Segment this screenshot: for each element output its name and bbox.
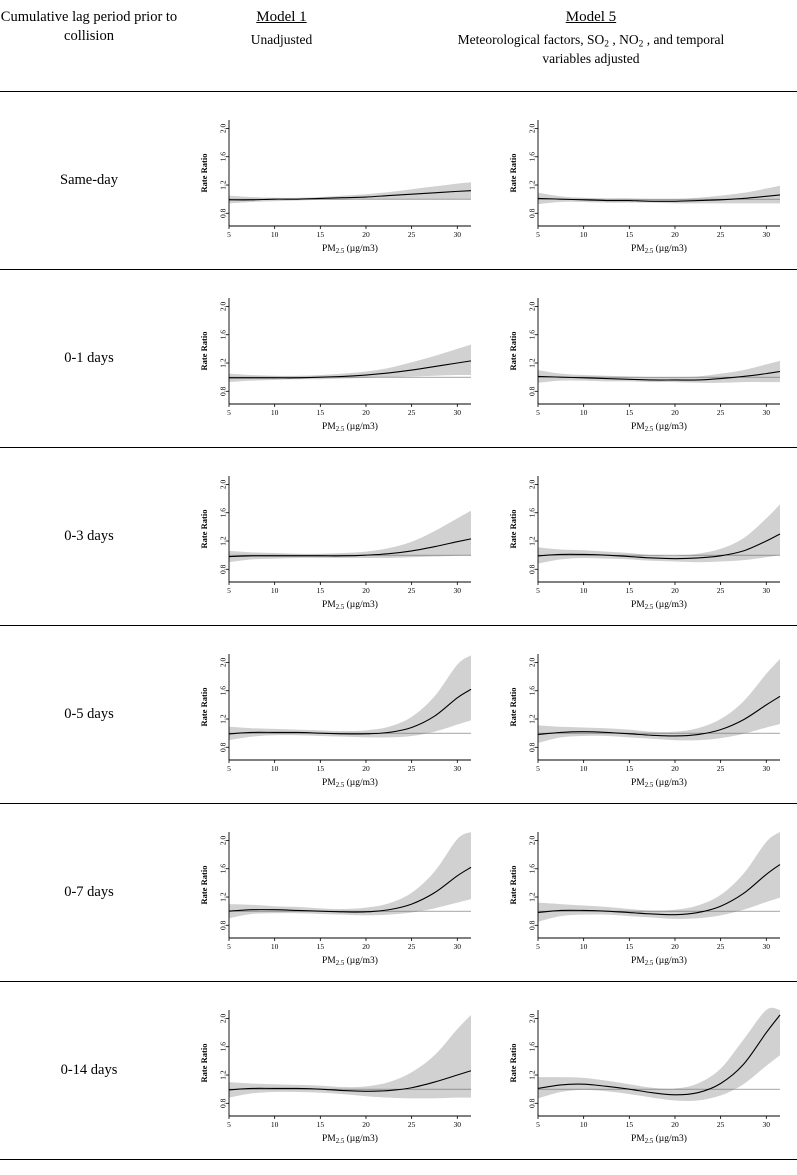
plot-cell-model-5 bbox=[488, 106, 797, 256]
row-label-lag-period: 0-3 days bbox=[64, 528, 114, 544]
rate-ratio-plot bbox=[183, 106, 483, 256]
svg-text:Rate Ratio: Rate Ratio bbox=[198, 153, 209, 192]
svg-text:1.2: 1.2 bbox=[218, 179, 228, 190]
svg-text:1.2: 1.2 bbox=[218, 1069, 228, 1080]
svg-text:1.2: 1.2 bbox=[218, 535, 228, 546]
svg-text:1.6: 1.6 bbox=[527, 151, 537, 161]
column-header-model-5 bbox=[385, 4, 797, 85]
svg-text:0.8: 0.8 bbox=[527, 208, 537, 218]
row-label-lag-period: 0-5 days bbox=[64, 706, 114, 722]
svg-text:15: 15 bbox=[316, 407, 324, 417]
svg-text:10: 10 bbox=[270, 1119, 279, 1129]
svg-text:5: 5 bbox=[536, 941, 541, 951]
model-5-title: Model 5 bbox=[565, 9, 617, 25]
row-label-header: Cumulative lag period prior to collision bbox=[0, 9, 178, 44]
svg-text:2.0: 2.0 bbox=[527, 123, 537, 133]
figure-rows bbox=[0, 92, 797, 1160]
svg-text:0.8: 0.8 bbox=[527, 742, 537, 752]
svg-text:2.0: 2.0 bbox=[218, 479, 228, 489]
svg-text:20: 20 bbox=[671, 229, 679, 239]
svg-text:15: 15 bbox=[625, 941, 634, 951]
svg-text:5: 5 bbox=[226, 941, 231, 951]
svg-text:1.6: 1.6 bbox=[527, 685, 537, 695]
svg-text:10: 10 bbox=[270, 585, 279, 595]
svg-text:1.6: 1.6 bbox=[218, 863, 228, 873]
svg-text:0.8: 0.8 bbox=[218, 920, 228, 930]
svg-text:15: 15 bbox=[625, 763, 634, 773]
svg-text:25: 25 bbox=[407, 763, 416, 773]
svg-text:5: 5 bbox=[536, 1119, 541, 1129]
rate-ratio-plot bbox=[183, 462, 483, 612]
svg-text:PM2.5 (µg/m3): $PM_{2.5}$ (µg/m3) bbox=[631, 421, 688, 433]
svg-text:1.2: 1.2 bbox=[527, 357, 537, 368]
plot-cell-model-1 bbox=[178, 462, 488, 612]
row-label-lag-period: Same-day bbox=[60, 172, 118, 188]
svg-text:1.6: 1.6 bbox=[527, 863, 537, 873]
svg-text:1.2: 1.2 bbox=[527, 1069, 537, 1080]
svg-text:Rate Ratio: Rate Ratio bbox=[508, 687, 519, 726]
figure-row bbox=[0, 626, 797, 804]
svg-text:10: 10 bbox=[270, 763, 279, 773]
svg-text:20: 20 bbox=[361, 763, 370, 773]
svg-text:5: 5 bbox=[226, 585, 231, 595]
plot-cell-model-1 bbox=[178, 284, 488, 434]
svg-text:10: 10 bbox=[580, 941, 588, 951]
svg-text:PM2.5 (µg/m3): $PM_{2.5}$ (µg/m3) bbox=[631, 1133, 688, 1145]
svg-text:5: 5 bbox=[226, 1119, 231, 1129]
svg-text:1.6: 1.6 bbox=[527, 507, 537, 517]
rate-ratio-plot bbox=[492, 996, 792, 1146]
plot-cell-model-1 bbox=[178, 996, 488, 1146]
svg-text:0.8: 0.8 bbox=[218, 1098, 228, 1108]
svg-text:15: 15 bbox=[316, 585, 324, 595]
svg-text:20: 20 bbox=[361, 941, 370, 951]
svg-text:25: 25 bbox=[407, 1119, 416, 1129]
svg-text:25: 25 bbox=[717, 763, 725, 773]
svg-text:2.0: 2.0 bbox=[218, 835, 228, 845]
plot-cell-model-5 bbox=[488, 284, 797, 434]
svg-text:1.6: 1.6 bbox=[218, 685, 228, 695]
svg-text:1.6: 1.6 bbox=[218, 507, 228, 517]
svg-text:Rate Ratio: Rate Ratio bbox=[198, 509, 209, 548]
svg-text:0.8: 0.8 bbox=[527, 564, 537, 574]
svg-text:1.2: 1.2 bbox=[527, 713, 537, 724]
svg-text:1.2: 1.2 bbox=[527, 891, 537, 902]
plot-cell-model-5 bbox=[488, 818, 797, 968]
svg-text:1.2: 1.2 bbox=[218, 357, 228, 368]
svg-text:15: 15 bbox=[316, 1119, 324, 1129]
svg-text:PM2.5 (µg/m3): $PM_{2.5}$ (µg/m3) bbox=[321, 599, 378, 611]
row-label-lag-period: 0-14 days bbox=[60, 1062, 118, 1078]
svg-text:PM2.5 (µg/m3): $PM_{2.5}$ (µg/m3) bbox=[321, 421, 378, 433]
svg-text:25: 25 bbox=[407, 407, 416, 417]
svg-text:20: 20 bbox=[361, 407, 370, 417]
rate-ratio-plot bbox=[492, 462, 792, 612]
svg-text:10: 10 bbox=[580, 1119, 588, 1129]
rate-ratio-plot bbox=[492, 284, 792, 434]
svg-text:15: 15 bbox=[316, 229, 324, 239]
svg-text:0.8: 0.8 bbox=[527, 1098, 537, 1108]
plot-cell-model-5 bbox=[488, 996, 797, 1146]
svg-text:20: 20 bbox=[671, 1119, 679, 1129]
svg-text:10: 10 bbox=[270, 407, 279, 417]
svg-text:Rate Ratio: Rate Ratio bbox=[508, 865, 519, 904]
svg-text:25: 25 bbox=[717, 585, 725, 595]
svg-text:30: 30 bbox=[762, 229, 771, 239]
svg-text:30: 30 bbox=[762, 1119, 771, 1129]
svg-text:15: 15 bbox=[316, 763, 324, 773]
svg-text:15: 15 bbox=[316, 941, 324, 951]
column-header-model-1 bbox=[178, 4, 385, 85]
rate-ratio-plot bbox=[492, 106, 792, 256]
svg-text:PM2.5 (µg/m3): $PM_{2.5}$ (µg/m3) bbox=[631, 243, 688, 255]
svg-text:2.0: 2.0 bbox=[218, 657, 228, 667]
svg-text:2.0: 2.0 bbox=[218, 123, 228, 133]
svg-text:1.2: 1.2 bbox=[527, 535, 537, 546]
svg-text:1.2: 1.2 bbox=[218, 891, 228, 902]
svg-text:30: 30 bbox=[762, 585, 771, 595]
svg-text:1.2: 1.2 bbox=[218, 713, 228, 724]
svg-text:Rate Ratio: Rate Ratio bbox=[198, 687, 209, 726]
plot-cell-model-5 bbox=[488, 640, 797, 790]
model-1-subtitle: Unadjusted bbox=[250, 31, 313, 47]
rate-ratio-plot bbox=[183, 640, 483, 790]
svg-text:30: 30 bbox=[762, 763, 771, 773]
svg-text:20: 20 bbox=[361, 1119, 370, 1129]
svg-text:5: 5 bbox=[226, 763, 231, 773]
svg-text:Rate Ratio: Rate Ratio bbox=[198, 865, 209, 904]
svg-text:2.0: 2.0 bbox=[527, 301, 537, 311]
svg-text:25: 25 bbox=[407, 585, 416, 595]
svg-text:20: 20 bbox=[361, 229, 370, 239]
svg-text:0.8: 0.8 bbox=[218, 386, 228, 396]
svg-text:1.6: 1.6 bbox=[218, 329, 228, 339]
model-5-subtitle: Meteorological factors, $SO_2$ , $NO_2$ , and temporal variables adjusted bbox=[457, 31, 725, 67]
svg-text:1.6: 1.6 bbox=[218, 151, 228, 161]
svg-text:2.0: 2.0 bbox=[527, 657, 537, 667]
figure-header bbox=[0, 0, 797, 92]
figure-row bbox=[0, 448, 797, 626]
plot-cell-model-1 bbox=[178, 818, 488, 968]
figure-row bbox=[0, 92, 797, 270]
svg-text:10: 10 bbox=[580, 229, 588, 239]
row-label-lag-period: 0-1 days bbox=[64, 350, 114, 366]
svg-text:PM2.5 (µg/m3): $PM_{2.5}$ (µg/m3) bbox=[321, 777, 378, 789]
svg-text:Rate Ratio: Rate Ratio bbox=[508, 153, 519, 192]
svg-text:2.0: 2.0 bbox=[218, 301, 228, 311]
svg-text:Rate Ratio: Rate Ratio bbox=[508, 1043, 519, 1082]
rate-ratio-plot bbox=[183, 284, 483, 434]
svg-text:10: 10 bbox=[580, 585, 588, 595]
svg-text:1.6: 1.6 bbox=[218, 1041, 228, 1051]
svg-text:Rate Ratio: Rate Ratio bbox=[508, 509, 519, 548]
svg-text:2.0: 2.0 bbox=[527, 835, 537, 845]
svg-text:PM2.5 (µg/m3): $PM_{2.5}$ (µg/m3) bbox=[321, 243, 378, 255]
model-1-title: Model 1 bbox=[256, 9, 307, 25]
plot-cell-model-1 bbox=[178, 106, 488, 256]
svg-text:PM2.5 (µg/m3): $PM_{2.5}$ (µg/m3) bbox=[631, 955, 688, 967]
svg-text:25: 25 bbox=[407, 941, 416, 951]
rate-ratio-plot bbox=[492, 640, 792, 790]
svg-text:10: 10 bbox=[270, 941, 279, 951]
svg-text:5: 5 bbox=[536, 229, 541, 239]
svg-text:30: 30 bbox=[453, 229, 461, 239]
svg-text:0.8: 0.8 bbox=[218, 742, 228, 752]
svg-text:20: 20 bbox=[671, 407, 679, 417]
svg-text:PM2.5 (µg/m3): $PM_{2.5}$ (µg/m3) bbox=[631, 599, 688, 611]
svg-text:15: 15 bbox=[625, 229, 634, 239]
svg-text:25: 25 bbox=[717, 407, 725, 417]
plot-cell-model-1 bbox=[178, 640, 488, 790]
svg-text:15: 15 bbox=[625, 585, 634, 595]
svg-text:25: 25 bbox=[717, 941, 725, 951]
svg-text:25: 25 bbox=[717, 229, 725, 239]
svg-text:10: 10 bbox=[270, 229, 279, 239]
svg-text:Rate Ratio: Rate Ratio bbox=[198, 331, 209, 370]
svg-text:2.0: 2.0 bbox=[527, 479, 537, 489]
svg-text:30: 30 bbox=[762, 407, 771, 417]
svg-text:25: 25 bbox=[717, 1119, 725, 1129]
svg-text:20: 20 bbox=[671, 941, 679, 951]
svg-text:30: 30 bbox=[453, 1119, 461, 1129]
svg-text:20: 20 bbox=[671, 763, 679, 773]
svg-text:30: 30 bbox=[453, 585, 461, 595]
figure-row bbox=[0, 270, 797, 448]
svg-text:25: 25 bbox=[407, 229, 416, 239]
svg-text:20: 20 bbox=[361, 585, 370, 595]
svg-text:5: 5 bbox=[536, 585, 541, 595]
svg-text:PM2.5 (µg/m3): $PM_{2.5}$ (µg/m3) bbox=[631, 777, 688, 789]
figure-row bbox=[0, 804, 797, 982]
svg-text:Rate Ratio: Rate Ratio bbox=[198, 1043, 209, 1082]
svg-text:0.8: 0.8 bbox=[527, 920, 537, 930]
plot-cell-model-5 bbox=[488, 462, 797, 612]
svg-text:Rate Ratio: Rate Ratio bbox=[508, 331, 519, 370]
svg-text:5: 5 bbox=[226, 229, 231, 239]
svg-text:20: 20 bbox=[671, 585, 679, 595]
svg-text:10: 10 bbox=[580, 407, 588, 417]
svg-text:0.8: 0.8 bbox=[218, 564, 228, 574]
svg-text:1.6: 1.6 bbox=[527, 329, 537, 339]
svg-text:1.2: 1.2 bbox=[527, 179, 537, 190]
rate-ratio-plot bbox=[183, 996, 483, 1146]
svg-text:PM2.5 (µg/m3): $PM_{2.5}$ (µg/m3) bbox=[321, 1133, 378, 1145]
svg-text:15: 15 bbox=[625, 407, 634, 417]
svg-text:2.0: 2.0 bbox=[218, 1013, 228, 1023]
svg-text:30: 30 bbox=[453, 407, 461, 417]
svg-text:1.6: 1.6 bbox=[527, 1041, 537, 1051]
rate-ratio-plot bbox=[183, 818, 483, 968]
svg-text:10: 10 bbox=[580, 763, 588, 773]
svg-text:0.8: 0.8 bbox=[218, 208, 228, 218]
svg-text:30: 30 bbox=[762, 941, 771, 951]
svg-text:5: 5 bbox=[536, 407, 541, 417]
svg-text:2.0: 2.0 bbox=[527, 1013, 537, 1023]
svg-text:30: 30 bbox=[453, 941, 461, 951]
svg-text:5: 5 bbox=[226, 407, 231, 417]
svg-text:PM2.5 (µg/m3): $PM_{2.5}$ (µg/m3) bbox=[321, 955, 378, 967]
svg-text:15: 15 bbox=[625, 1119, 634, 1129]
figure-row bbox=[0, 982, 797, 1160]
rate-ratio-plot bbox=[492, 818, 792, 968]
svg-text:5: 5 bbox=[536, 763, 541, 773]
svg-text:0.8: 0.8 bbox=[527, 386, 537, 396]
svg-text:30: 30 bbox=[453, 763, 461, 773]
row-label-lag-period: 0-7 days bbox=[64, 884, 114, 900]
